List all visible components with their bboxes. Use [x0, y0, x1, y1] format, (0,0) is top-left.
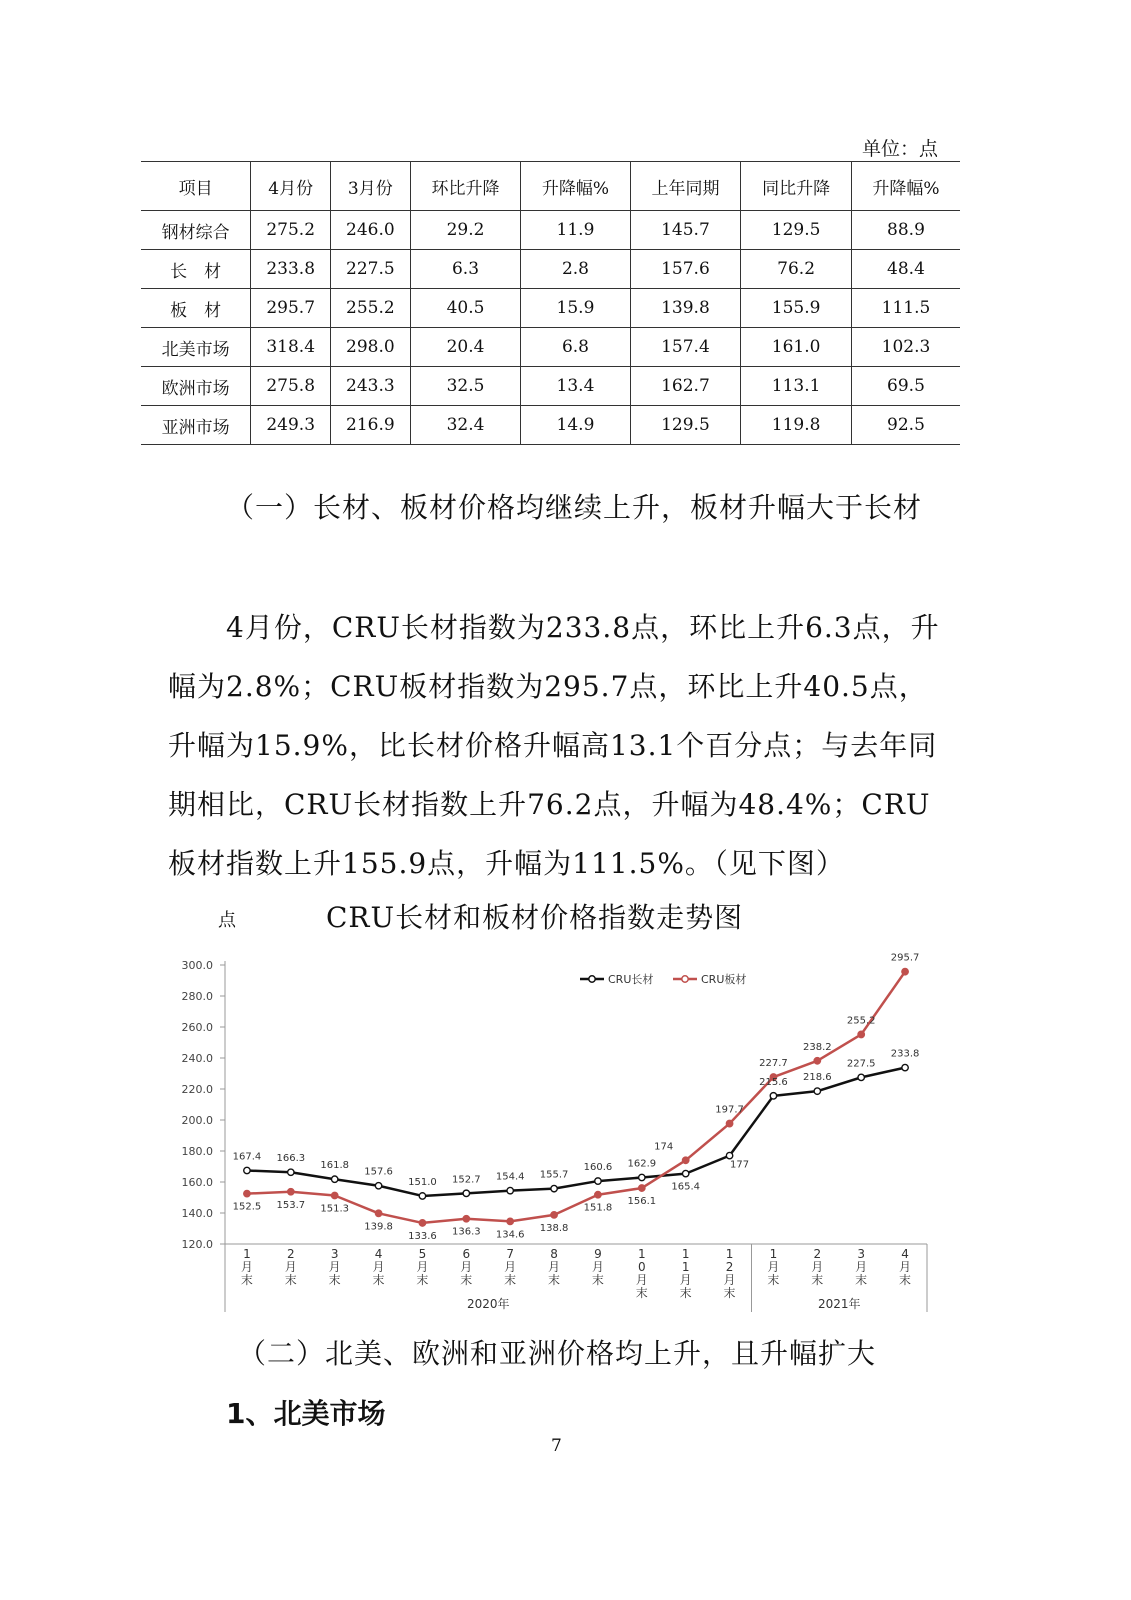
- table-cell: 318.4: [251, 328, 331, 367]
- table-header-cell: 项目: [141, 162, 251, 211]
- table-cell: 275.8: [251, 367, 331, 406]
- table-cell: 111.5: [851, 289, 960, 328]
- table-row: [141, 367, 960, 406]
- data-point: [507, 1218, 513, 1224]
- data-label: 152.5: [232, 1201, 262, 1213]
- data-label: 154.4: [495, 1171, 525, 1183]
- section-heading-2: （二）北美、欧洲和亚洲价格均上升，且升幅扩大: [238, 1337, 877, 1370]
- data-point: [726, 1120, 732, 1126]
- table-cell: 216.9: [331, 406, 411, 445]
- row-label: 北美市场: [141, 328, 251, 367]
- table-cell: 48.4: [851, 250, 960, 289]
- row-label: 长 材: [141, 250, 251, 289]
- table-cell: 295.7: [251, 289, 331, 328]
- table-cell: 14.9: [521, 406, 630, 445]
- data-label: 174: [654, 1141, 674, 1153]
- table-row: [141, 328, 960, 367]
- page-number: 7: [551, 1436, 562, 1456]
- table-cell: 11.9: [521, 211, 630, 250]
- data-label: 156.1: [627, 1196, 657, 1208]
- data-point: [639, 1174, 645, 1180]
- data-label: 233.8: [890, 1048, 920, 1060]
- table-cell: 255.2: [331, 289, 411, 328]
- data-point: [726, 1152, 732, 1158]
- data-label: 167.4: [232, 1151, 262, 1163]
- table-row: [141, 211, 960, 250]
- y-tick-label: 200.0: [181, 1114, 213, 1127]
- table-cell: 129.5: [741, 211, 852, 250]
- data-point: [902, 1064, 908, 1070]
- data-point: [463, 1216, 469, 1222]
- data-label: 162.9: [627, 1158, 657, 1170]
- data-point: [375, 1210, 381, 1216]
- data-point: [244, 1190, 250, 1196]
- price-index-line-chart: [155, 945, 945, 1317]
- row-label: 欧洲市场: [141, 367, 251, 406]
- x-tick-label: 2 月末: [811, 1247, 824, 1287]
- row-label: 板 材: [141, 289, 251, 328]
- x-tick-label: 1 月末: [767, 1247, 780, 1287]
- data-label: 153.7: [276, 1199, 306, 1211]
- data-point: [682, 1157, 688, 1163]
- data-label: 227.7: [759, 1058, 788, 1070]
- data-point: [858, 1074, 864, 1080]
- x-tick-label: 5 月末: [416, 1247, 429, 1287]
- data-label: 151.8: [583, 1202, 613, 1214]
- table-cell: 298.0: [331, 328, 411, 367]
- table-row: [141, 289, 960, 328]
- data-label: 177: [730, 1159, 750, 1171]
- row-label: 钢材综合: [141, 211, 251, 250]
- data-point: [288, 1189, 294, 1195]
- table-cell: 6.3: [410, 250, 521, 289]
- table-cell: 243.3: [331, 367, 411, 406]
- x-tick-label: 4 月末: [372, 1247, 385, 1287]
- data-label: 295.7: [890, 952, 920, 964]
- data-label: 238.2: [802, 1041, 832, 1053]
- data-label: 157.6: [364, 1166, 393, 1178]
- legend-marker: [682, 976, 688, 982]
- legend-label: CRU长材: [608, 973, 654, 986]
- data-point: [770, 1093, 776, 1099]
- x-tick-label: 1 1 月末: [679, 1247, 692, 1300]
- table-cell: 6.8: [521, 328, 630, 367]
- data-label: 151.0: [408, 1176, 437, 1188]
- table-cell: 275.2: [251, 211, 331, 250]
- data-point: [288, 1169, 294, 1175]
- table-cell: 161.0: [741, 328, 852, 367]
- data-point: [507, 1187, 513, 1193]
- y-tick-label: 240.0: [181, 1052, 213, 1065]
- section-heading-1: （一）长材、板材价格均继续上升，板材升幅大于长材: [226, 491, 923, 524]
- table-header-cell: 同比升降: [741, 162, 852, 211]
- table-header-row: [141, 162, 960, 211]
- data-label: 161.8: [320, 1160, 350, 1172]
- table-cell: 20.4: [410, 328, 521, 367]
- x-tick-label: 4 月末: [899, 1247, 912, 1287]
- data-label: 160.6: [583, 1162, 613, 1174]
- data-point: [551, 1185, 557, 1191]
- data-label: 166.3: [276, 1153, 306, 1165]
- table-header-cell: 升降幅%: [851, 162, 960, 211]
- table-cell: 102.3: [851, 328, 960, 367]
- table-row: [141, 250, 960, 289]
- table-cell: 2.8: [521, 250, 630, 289]
- y-tick-label: 180.0: [181, 1145, 213, 1158]
- table-cell: 233.8: [251, 250, 331, 289]
- table-cell: 40.5: [410, 289, 521, 328]
- table-row: [141, 406, 960, 445]
- y-tick-label: 120.0: [181, 1238, 213, 1251]
- data-label: 255.2: [846, 1015, 876, 1027]
- data-point: [551, 1212, 557, 1218]
- data-point: [639, 1185, 645, 1191]
- data-point: [463, 1190, 469, 1196]
- data-point: [595, 1178, 601, 1184]
- data-point: [814, 1058, 820, 1064]
- data-label: 151.3: [320, 1203, 350, 1215]
- x-tick-label: 8 月末: [548, 1247, 561, 1287]
- row-label: 亚洲市场: [141, 406, 251, 445]
- table-cell: 155.9: [741, 289, 852, 328]
- table-cell: 32.5: [410, 367, 521, 406]
- table-cell: 32.4: [410, 406, 521, 445]
- y-tick-label: 260.0: [181, 1021, 213, 1034]
- subsection-heading: 1、北美市场: [226, 1397, 386, 1430]
- year-group-label: 2020年: [466, 1297, 510, 1311]
- y-tick-label: 140.0: [181, 1207, 213, 1220]
- data-label: 165.4: [671, 1181, 701, 1193]
- data-label: 215.6: [759, 1076, 788, 1088]
- table-unit: 单位：点: [862, 138, 939, 160]
- data-label: 197.7: [715, 1104, 744, 1116]
- y-tick-label: 300.0: [181, 959, 213, 972]
- data-point: [244, 1167, 250, 1173]
- data-point: [682, 1170, 688, 1176]
- data-point: [858, 1031, 864, 1037]
- data-label: 136.3: [451, 1226, 481, 1238]
- table-cell: 15.9: [521, 289, 630, 328]
- y-tick-label: 220.0: [181, 1083, 213, 1096]
- data-point: [331, 1192, 337, 1198]
- table-header-cell: 3月份: [331, 162, 411, 211]
- y-tick-label: 280.0: [181, 990, 213, 1003]
- data-label: 155.7: [539, 1169, 569, 1181]
- table-cell: 162.7: [630, 367, 741, 406]
- table-cell: 139.8: [630, 289, 741, 328]
- table-cell: 76.2: [741, 250, 852, 289]
- table-cell: 29.2: [410, 211, 521, 250]
- data-point: [814, 1088, 820, 1094]
- chart-title: CRU长材和板材价格指数走势图: [326, 901, 744, 934]
- data-label: 227.5: [846, 1058, 876, 1070]
- body-paragraph: 4月份，CRU长材指数为233.8点，环比上升6.3点，升幅为2.8%；CRU板材指数为295.7点，环比上升40.5点，升幅为15.9%，比长材价格升幅高13.1个百分点；与去年同期相比，CRU长材指数上升76.2点，升幅为48.4%；CRU板材指数上升155.9点，升幅为111.5%。（见下图）: [168, 611, 940, 880]
- data-label: 152.7: [451, 1174, 481, 1186]
- data-point: [375, 1183, 381, 1189]
- legend-marker: [589, 976, 595, 982]
- table-cell: 157.4: [630, 328, 741, 367]
- chart-y-unit: 点: [218, 910, 236, 931]
- table-cell: 129.5: [630, 406, 741, 445]
- x-tick-label: 1 2 月末: [723, 1247, 736, 1300]
- table-cell: 227.5: [331, 250, 411, 289]
- x-tick-label: 2 月末: [284, 1247, 297, 1287]
- table-cell: 249.3: [251, 406, 331, 445]
- x-tick-label: 1 0 月末: [635, 1247, 648, 1300]
- y-tick-label: 160.0: [181, 1176, 213, 1189]
- data-point: [331, 1176, 337, 1182]
- x-tick-label: 9 月末: [591, 1247, 604, 1287]
- data-label: 133.6: [408, 1230, 437, 1242]
- table-header-cell: 4月份: [251, 162, 331, 211]
- x-tick-label: 3 月末: [328, 1247, 341, 1287]
- table-cell: 113.1: [741, 367, 852, 406]
- data-label: 139.8: [364, 1221, 393, 1233]
- table-cell: 92.5: [851, 406, 960, 445]
- table-cell: 157.6: [630, 250, 741, 289]
- x-tick-label: 6 月末: [460, 1247, 473, 1287]
- data-point: [419, 1193, 425, 1199]
- series-line: [247, 1068, 905, 1196]
- data-point: [902, 968, 908, 974]
- data-point: [595, 1192, 601, 1198]
- table-cell: 69.5: [851, 367, 960, 406]
- x-tick-label: 1 月末: [240, 1247, 253, 1287]
- legend-label: CRU板材: [701, 973, 747, 986]
- table-cell: 246.0: [331, 211, 411, 250]
- price-index-table: [141, 161, 960, 445]
- table-cell: 88.9: [851, 211, 960, 250]
- table-cell: 13.4: [521, 367, 630, 406]
- data-label: 138.8: [539, 1222, 569, 1234]
- table-header-cell: 环比升降: [410, 162, 521, 211]
- data-label: 218.6: [802, 1072, 832, 1084]
- table-header-cell: 升降幅%: [521, 162, 630, 211]
- table-cell: 145.7: [630, 211, 741, 250]
- table-header-cell: 上年同期: [630, 162, 741, 211]
- table-cell: 119.8: [741, 406, 852, 445]
- data-label: 134.6: [495, 1229, 525, 1241]
- year-group-label: 2021年: [817, 1297, 861, 1311]
- x-tick-label: 3 月末: [855, 1247, 868, 1287]
- x-tick-label: 7 月末: [504, 1247, 517, 1287]
- data-point: [419, 1220, 425, 1226]
